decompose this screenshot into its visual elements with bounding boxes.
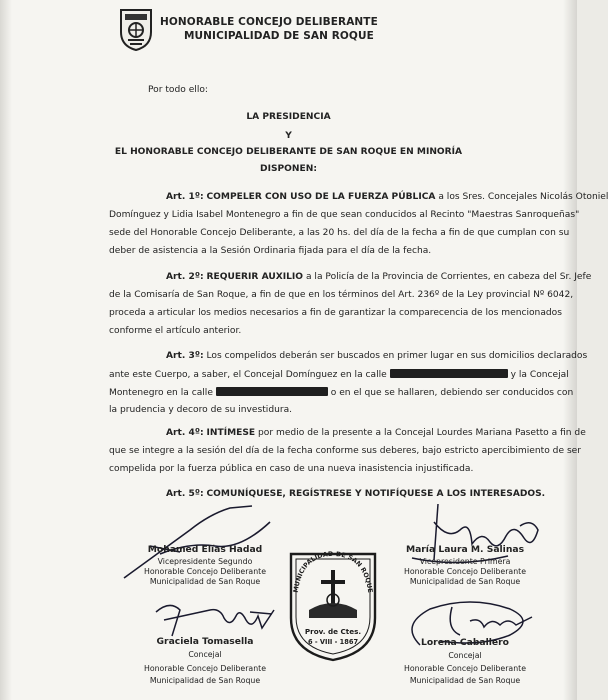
art3-text2a: ante este Cuerpo, a saber, el Concejal Domínguez en la calle bbox=[109, 370, 387, 380]
art1-label: Art. 1º: bbox=[166, 192, 204, 202]
art4-lead: INTÍMESE bbox=[206, 428, 256, 438]
art4-label: Art. 4º: bbox=[166, 428, 204, 438]
redacted-address-1 bbox=[390, 369, 508, 378]
art4-line2: que se integre a la sesión del día de la fecha conforme sus deberes, bajo estricto apercibimiento de ser bbox=[109, 446, 582, 456]
art1-lead: COMPELER CON USO DE LA FUERZA PÚBLICA bbox=[206, 192, 436, 202]
art3-line3 bbox=[109, 387, 573, 399]
heading-presidency: LA PRESIDENCIA bbox=[246, 112, 331, 122]
art5-text: COMUNÍQUESE, REGÍSTRESE Y NOTIFÍQUESE A LOS INTERESADOS. bbox=[206, 489, 546, 499]
art3-label: Art. 3º: bbox=[166, 351, 204, 361]
heading-council: EL HONORABLE CONCEJO DELIBERANTE DE SAN ROQUE EN MINORÍA bbox=[114, 147, 463, 157]
intro-text: Por todo ello: bbox=[148, 85, 208, 95]
redacted-address-2 bbox=[216, 387, 328, 396]
seal-province: Prov. de Ctes. bbox=[304, 627, 362, 636]
page-shadow-left bbox=[0, 0, 12, 700]
municipal-seal bbox=[287, 548, 379, 664]
heading-dispose: DISPONEN: bbox=[260, 164, 317, 174]
signer-name-hadad: Mohamed Elías Hadad bbox=[147, 544, 263, 555]
seal-date: 6 - VIII - 1867 bbox=[307, 638, 359, 646]
art2-line4: conforme el artículo anterior. bbox=[109, 326, 242, 336]
signer-org-salinas: Municipalidad de San Roque bbox=[409, 577, 521, 586]
signer-name-caballero: Lorena Caballero bbox=[421, 637, 509, 648]
signer-body-salinas: Honorable Concejo Deliberante bbox=[403, 567, 527, 576]
signer-body-hadad: Honorable Concejo Deliberante bbox=[143, 567, 267, 576]
art1-line2: Domínguez y Lidia Isabel Montenegro a fin de que sean conducidos al Recinto "Maestras Sanroqueñas" bbox=[109, 210, 580, 220]
signer-role-caballero: Concejal bbox=[448, 651, 482, 660]
signer-org-caballero: Municipalidad de San Roque bbox=[409, 676, 521, 685]
art5-label: Art. 5º: bbox=[166, 489, 204, 499]
art2-line1 bbox=[166, 272, 591, 283]
art2-lead: REQUERIR AUXILIO bbox=[206, 272, 304, 282]
art3-line1 bbox=[166, 351, 587, 362]
signer-name-salinas: María Laura M. Salinas bbox=[405, 544, 525, 555]
art3-text1: Los compelidos deberán ser buscados en primer lugar en sus domicilios declarados bbox=[206, 351, 588, 361]
header-institution: HONORABLE CONCEJO DELIBERANTE bbox=[160, 16, 378, 28]
signature-tomasella-scrawl bbox=[150, 598, 280, 638]
art4-line1 bbox=[166, 428, 586, 439]
art1-line1 bbox=[166, 192, 608, 203]
art2-label: Art. 2º: bbox=[166, 272, 204, 282]
header-municipality: MUNICIPALIDAD DE SAN ROQUE bbox=[184, 30, 374, 42]
art1-text1: a los Sres. Concejales Nicolás Otoniel bbox=[438, 192, 608, 202]
signer-org-hadad: Municipalidad de San Roque bbox=[149, 577, 261, 586]
art3-text3a: Montenegro en la calle bbox=[109, 388, 213, 398]
art1-line4: deber de asistencia a la Sesión Ordinaria fijada para el día de la fecha. bbox=[109, 246, 432, 256]
art2-text1: a la Policía de la Provincia de Corrientes, en cabeza del Sr. Jefe bbox=[305, 272, 592, 282]
signer-body-tomasella: Honorable Concejo Deliberante bbox=[143, 664, 267, 673]
signer-name-tomasella: Graciela Tomasella bbox=[156, 636, 254, 647]
signer-role-salinas: Vicepresidente Primera bbox=[419, 557, 511, 566]
art4-line3: compelida por la fuerza pública en caso de una nueva inasistencia injustificada. bbox=[109, 464, 474, 474]
art4-text1: por medio de la presente a la Concejal Lourdes Mariana Pasetto a fin de bbox=[258, 428, 586, 438]
signer-role-hadad: Vicepresidente Segundo bbox=[157, 557, 253, 566]
heading-and: Y bbox=[285, 131, 292, 141]
art2-line2: de la Comisaría de San Roque, a fin de que en los términos del Art. 236º de la Ley provincial Nº 6042, bbox=[109, 290, 574, 300]
art1-line3: sede del Honorable Concejo Deliberante, a las 20 hs. del día de la fecha a fin de que cumplan con su bbox=[109, 228, 570, 238]
seal-ring-text: MUNICIPALIDAD DE SAN ROQUE bbox=[291, 549, 375, 594]
signer-org-tomasella: Municipalidad de San Roque bbox=[149, 676, 261, 685]
art3-line4: la prudencia y decoro de su investidura. bbox=[109, 405, 293, 415]
coat-of-arms-logo bbox=[118, 6, 154, 52]
signer-role-tomasella: Concejal bbox=[188, 650, 222, 659]
art2-line3: proceda a articular los medios necesarios a fin de garantizar la comparecencia de los mencionados bbox=[109, 308, 562, 318]
art3-text3b: o en el que se hallaren, debiendo ser conducidos con bbox=[330, 388, 574, 398]
art3-text2b: y la Concejal bbox=[510, 370, 569, 380]
art5-line bbox=[166, 489, 545, 500]
page-shadow-right bbox=[563, 0, 577, 700]
signer-body-caballero: Honorable Concejo Deliberante bbox=[403, 664, 527, 673]
art3-line2 bbox=[109, 369, 569, 381]
